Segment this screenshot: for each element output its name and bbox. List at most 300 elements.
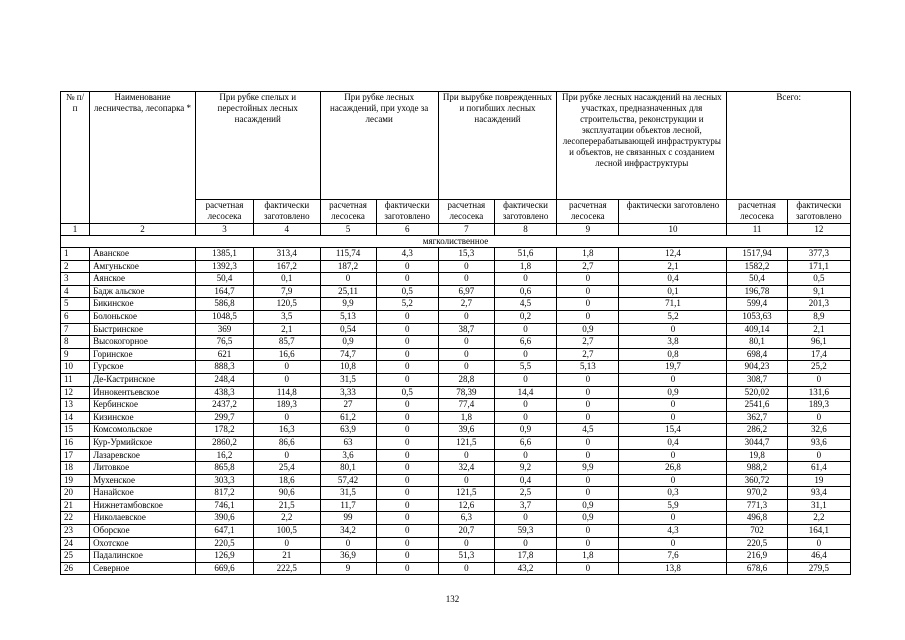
table-cell: 0 (557, 373, 619, 386)
table-cell: 0 (557, 411, 619, 424)
table-cell: 0 (619, 449, 727, 462)
table-cell: 2860,2 (195, 436, 253, 449)
table-cell: 17,4 (787, 348, 850, 361)
table-cell: 0,9 (494, 424, 556, 437)
table-cell: 63,9 (320, 424, 376, 437)
table-cell: 2,2 (254, 512, 320, 525)
table-cell: 5,5 (494, 361, 556, 374)
table-cell: 93,6 (787, 436, 850, 449)
table-cell: 114,8 (254, 386, 320, 399)
table-cell: 85,7 (254, 336, 320, 349)
table-cell: 5,2 (376, 298, 438, 311)
table-cell: 0 (438, 260, 494, 273)
table-cell: 0 (494, 323, 556, 336)
table-cell: 187,2 (320, 260, 376, 273)
forestry-name: Кур-Урмийское (90, 436, 196, 449)
forestry-name: Нанайское (90, 487, 196, 500)
table-cell: 61,2 (320, 411, 376, 424)
table-cell: 746,1 (195, 499, 253, 512)
table-cell: 4,5 (557, 424, 619, 437)
table-cell: 21,5 (254, 499, 320, 512)
table-cell: 7,6 (619, 550, 727, 563)
table-cell: 57,42 (320, 474, 376, 487)
table-cell: 51,6 (494, 248, 556, 261)
table-cell: 46,4 (787, 550, 850, 563)
table-cell: 3,33 (320, 386, 376, 399)
table-cell: 100,5 (254, 525, 320, 538)
column-number: 7 (438, 224, 494, 236)
table-cell: 0,6 (494, 285, 556, 298)
table-cell: 86,6 (254, 436, 320, 449)
table-cell: 0 (376, 436, 438, 449)
table-cell: 0 (619, 373, 727, 386)
table-cell: 817,2 (195, 487, 253, 500)
subheader-actual: фактически заготовлено (619, 200, 727, 224)
forestry-name: Болоньское (90, 310, 196, 323)
forestry-name: Кизинское (90, 411, 196, 424)
table-cell: 0 (438, 474, 494, 487)
table-cell: 0 (438, 348, 494, 361)
row-index: 4 (61, 285, 90, 298)
table-cell: 38,7 (438, 323, 494, 336)
table-cell: 0 (254, 361, 320, 374)
forestry-name: Амгуньское (90, 260, 196, 273)
table-cell: 0 (438, 562, 494, 575)
table-cell: 0 (494, 373, 556, 386)
table-cell: 2,1 (254, 323, 320, 336)
table-row (61, 474, 851, 487)
subheader-estimated: расчетная лесосека (727, 200, 787, 224)
table-row (61, 537, 851, 550)
table-cell: 0 (557, 525, 619, 538)
table-row (61, 487, 851, 500)
table-cell: 16,3 (254, 424, 320, 437)
table-cell: 0,3 (619, 487, 727, 500)
table-cell: 0,9 (619, 386, 727, 399)
table-cell: 171,1 (787, 260, 850, 273)
column-number: 1 (61, 224, 90, 236)
table-cell: 369 (195, 323, 253, 336)
table-cell: 5,2 (619, 310, 727, 323)
table-cell: 3,7 (494, 499, 556, 512)
table-row (61, 436, 851, 449)
table-cell: 599,4 (727, 298, 787, 311)
table-cell: 15,4 (619, 424, 727, 437)
table-row (61, 499, 851, 512)
forestry-name: Горинское (90, 348, 196, 361)
table-cell: 0 (376, 512, 438, 525)
table-cell: 390,6 (195, 512, 253, 525)
table-cell: 12,4 (619, 248, 727, 261)
table-cell: 121,5 (438, 436, 494, 449)
table-cell: 0 (376, 260, 438, 273)
table-cell: 0 (494, 512, 556, 525)
table-row (61, 361, 851, 374)
row-index: 26 (61, 562, 90, 575)
column-number: 2 (90, 224, 196, 236)
table-row (61, 298, 851, 311)
table-cell: 0 (557, 399, 619, 412)
header-col-name: Наименование лесничества, лесопарка * (90, 92, 196, 224)
table-cell: 120,5 (254, 298, 320, 311)
table-cell: 0 (557, 273, 619, 286)
table-row (61, 512, 851, 525)
table-cell: 6,3 (438, 512, 494, 525)
table-cell: 0 (619, 474, 727, 487)
table-cell: 164,1 (787, 525, 850, 538)
subheader-estimated: расчетная лесосека (195, 200, 253, 224)
table-cell: 71,1 (619, 298, 727, 311)
table-cell: 409,14 (727, 323, 787, 336)
table-cell: 0 (376, 462, 438, 475)
table-row (61, 399, 851, 412)
table-cell: 0,2 (494, 310, 556, 323)
table-cell: 9,1 (787, 285, 850, 298)
table-cell: 0,9 (557, 499, 619, 512)
column-number: 12 (787, 224, 850, 236)
table-cell: 96,1 (787, 336, 850, 349)
table-cell: 1582,2 (727, 260, 787, 273)
table-cell: 0 (494, 273, 556, 286)
row-index: 18 (61, 462, 90, 475)
table-cell: 0,4 (619, 436, 727, 449)
header-group-total: Всего: (727, 92, 851, 200)
table-row (61, 373, 851, 386)
table-row (61, 273, 851, 286)
table-cell: 76,5 (195, 336, 253, 349)
table-cell: 308,7 (727, 373, 787, 386)
table-cell: 126,9 (195, 550, 253, 563)
table-cell: 669,6 (195, 562, 253, 575)
forestry-name: Иннокентьевское (90, 386, 196, 399)
subheader-actual: фактически заготовлено (376, 200, 438, 224)
table-cell: 27 (320, 399, 376, 412)
table-cell: 2,7 (438, 298, 494, 311)
table-cell: 286,2 (727, 424, 787, 437)
table-cell: 0 (557, 436, 619, 449)
table-cell: 0 (557, 562, 619, 575)
row-index: 15 (61, 424, 90, 437)
table-cell: 0 (438, 361, 494, 374)
table-cell: 196,78 (727, 285, 787, 298)
table-cell: 771,3 (727, 499, 787, 512)
table-cell: 178,2 (195, 424, 253, 437)
table-cell: 0 (557, 474, 619, 487)
column-number: 10 (619, 224, 727, 236)
table-cell: 115,74 (320, 248, 376, 261)
column-number: 4 (254, 224, 320, 236)
table-cell: 0 (787, 537, 850, 550)
subheader-estimated: расчетная лесосека (320, 200, 376, 224)
table-cell: 1385,1 (195, 248, 253, 261)
table-row (61, 285, 851, 298)
forestry-name: Мухенское (90, 474, 196, 487)
row-index: 23 (61, 525, 90, 538)
table-cell: 0,5 (376, 285, 438, 298)
row-index: 7 (61, 323, 90, 336)
table-row (61, 386, 851, 399)
table-cell: 32,4 (438, 462, 494, 475)
table-cell: 6,6 (494, 336, 556, 349)
row-index: 21 (61, 499, 90, 512)
row-index: 16 (61, 436, 90, 449)
table-cell: 0 (376, 411, 438, 424)
table-cell: 279,5 (787, 562, 850, 575)
table-cell: 19 (787, 474, 850, 487)
page-number: 132 (445, 594, 460, 604)
table-cell: 496,8 (727, 512, 787, 525)
table-cell: 1,8 (494, 260, 556, 273)
table-cell: 438,3 (195, 386, 253, 399)
table-cell: 0 (494, 537, 556, 550)
table-cell: 647,1 (195, 525, 253, 538)
table-cell: 201,3 (787, 298, 850, 311)
table-row (61, 336, 851, 349)
table-cell: 121,5 (438, 487, 494, 500)
table-cell: 3,5 (254, 310, 320, 323)
table-cell: 2541,6 (727, 399, 787, 412)
header-col-no: № п/п (61, 92, 90, 224)
table-cell: 220,5 (195, 537, 253, 550)
table-cell: 3044,7 (727, 436, 787, 449)
forestry-table (60, 91, 851, 575)
table-cell: 0 (376, 525, 438, 538)
table-cell: 1517,94 (727, 248, 787, 261)
table-cell: 0 (376, 537, 438, 550)
subheader-actual: фактически заготовлено (494, 200, 556, 224)
table-cell: 63 (320, 436, 376, 449)
table-cell: 90,6 (254, 487, 320, 500)
table-cell: 0 (787, 373, 850, 386)
table-cell: 0 (376, 348, 438, 361)
row-index: 19 (61, 474, 90, 487)
table-cell: 8,9 (787, 310, 850, 323)
table-cell: 0 (376, 373, 438, 386)
table-cell: 0 (376, 323, 438, 336)
table-row (61, 260, 851, 273)
row-index: 24 (61, 537, 90, 550)
table-row (61, 562, 851, 575)
table-cell: 36,9 (320, 550, 376, 563)
table-row (61, 462, 851, 475)
table-cell: 698,4 (727, 348, 787, 361)
table-cell: 43,2 (494, 562, 556, 575)
table-row (61, 525, 851, 538)
forestry-name: Комсомольское (90, 424, 196, 437)
header-group-damaged: При вырубке поврежденных и погибших лесных насаждений (438, 92, 556, 200)
table-cell: 0 (376, 474, 438, 487)
table-cell: 0 (376, 310, 438, 323)
table-cell: 0,5 (787, 273, 850, 286)
table-cell: 189,3 (787, 399, 850, 412)
table-cell: 11,7 (320, 499, 376, 512)
forestry-name: Высокогорное (90, 336, 196, 349)
table-row (61, 411, 851, 424)
table-cell: 59,3 (494, 525, 556, 538)
table-cell: 21 (254, 550, 320, 563)
column-number-row (61, 224, 851, 236)
table-cell: 3,6 (320, 449, 376, 462)
table-cell: 93,4 (787, 487, 850, 500)
table-cell: 0 (619, 512, 727, 525)
table-cell: 216,9 (727, 550, 787, 563)
table-cell: 0 (557, 449, 619, 462)
table-cell: 2,2 (787, 512, 850, 525)
table-cell: 0 (376, 562, 438, 575)
forestry-name: Аянское (90, 273, 196, 286)
forestry-name: Нижнетамбовское (90, 499, 196, 512)
column-number: 11 (727, 224, 787, 236)
table-cell: 189,3 (254, 399, 320, 412)
column-number: 5 (320, 224, 376, 236)
table-cell: 0 (438, 310, 494, 323)
forestry-name: Кербинское (90, 399, 196, 412)
table-cell: 80,1 (320, 462, 376, 475)
table-cell: 0 (557, 285, 619, 298)
column-number: 9 (557, 224, 619, 236)
table-cell: 1053,63 (727, 310, 787, 323)
table-cell: 0 (619, 399, 727, 412)
row-index: 25 (61, 550, 90, 563)
row-index: 8 (61, 336, 90, 349)
table-cell: 621 (195, 348, 253, 361)
table-cell: 31,1 (787, 499, 850, 512)
forestry-name: Де-Кастринское (90, 373, 196, 386)
table-cell: 702 (727, 525, 787, 538)
table-cell: 50,4 (195, 273, 253, 286)
forestry-name: Николаевское (90, 512, 196, 525)
table-cell: 14,4 (494, 386, 556, 399)
table-cell: 0,8 (619, 348, 727, 361)
table-cell: 865,8 (195, 462, 253, 475)
table-row (61, 424, 851, 437)
table-cell: 18,6 (254, 474, 320, 487)
table-cell: 77,4 (438, 399, 494, 412)
table-cell: 0 (494, 411, 556, 424)
table-cell: 303,3 (195, 474, 253, 487)
table-cell: 586,8 (195, 298, 253, 311)
table-cell: 25,2 (787, 361, 850, 374)
table-cell: 0 (438, 273, 494, 286)
table-cell: 0 (557, 310, 619, 323)
table-cell: 78,39 (438, 386, 494, 399)
table-cell: 0 (557, 537, 619, 550)
table-cell: 34,2 (320, 525, 376, 538)
table-cell: 0,5 (376, 386, 438, 399)
table-cell: 2437,2 (195, 399, 253, 412)
row-index: 5 (61, 298, 90, 311)
table-cell: 360,72 (727, 474, 787, 487)
table-cell: 7,9 (254, 285, 320, 298)
section-label: мягколиственное (61, 236, 851, 248)
table-cell: 0 (376, 399, 438, 412)
table-cell: 0 (376, 361, 438, 374)
table-cell: 0 (254, 537, 320, 550)
row-index: 11 (61, 373, 90, 386)
table-cell: 5,13 (320, 310, 376, 323)
table-cell: 377,3 (787, 248, 850, 261)
subheader-actual: фактически заготовлено (787, 200, 850, 224)
table-cell: 970,2 (727, 487, 787, 500)
row-index: 22 (61, 512, 90, 525)
table-cell: 80,1 (727, 336, 787, 349)
table-cell: 0 (254, 411, 320, 424)
table-cell: 2,5 (494, 487, 556, 500)
table-cell: 164,7 (195, 285, 253, 298)
forestry-name: Бадж альское (90, 285, 196, 298)
table-cell: 31,5 (320, 487, 376, 500)
row-index: 17 (61, 449, 90, 462)
table-cell: 520,02 (727, 386, 787, 399)
table-row (61, 550, 851, 563)
table-cell: 131,6 (787, 386, 850, 399)
table-cell: 0,9 (557, 512, 619, 525)
table-cell: 0 (438, 449, 494, 462)
table-cell: 0,1 (619, 285, 727, 298)
table-cell: 248,4 (195, 373, 253, 386)
table-cell: 28,8 (438, 373, 494, 386)
table-cell: 0,9 (320, 336, 376, 349)
table-cell: 0,4 (619, 273, 727, 286)
column-number: 8 (494, 224, 556, 236)
table-cell: 0 (376, 487, 438, 500)
table-cell: 39,6 (438, 424, 494, 437)
table-cell: 25,4 (254, 462, 320, 475)
table-cell: 6,97 (438, 285, 494, 298)
table-cell: 0 (494, 348, 556, 361)
table-cell: 0 (619, 411, 727, 424)
table-cell: 0 (376, 449, 438, 462)
table-cell: 74,7 (320, 348, 376, 361)
forestry-name: Аванское (90, 248, 196, 261)
table-cell: 31,5 (320, 373, 376, 386)
table-cell: 1048,5 (195, 310, 253, 323)
table-cell: 3,8 (619, 336, 727, 349)
table-cell: 10,8 (320, 361, 376, 374)
table-cell: 0 (254, 373, 320, 386)
table-cell: 0,54 (320, 323, 376, 336)
table-cell: 15,3 (438, 248, 494, 261)
table-cell: 0 (787, 449, 850, 462)
table-cell: 4,3 (376, 248, 438, 261)
table-cell: 50,4 (727, 273, 787, 286)
forestry-name: Гурское (90, 361, 196, 374)
table-cell: 20,7 (438, 525, 494, 538)
table-row (61, 348, 851, 361)
table-cell: 51,3 (438, 550, 494, 563)
table-cell: 4,3 (619, 525, 727, 538)
table-cell: 99 (320, 512, 376, 525)
forestry-name: Лазаревское (90, 449, 196, 462)
table-cell: 167,2 (254, 260, 320, 273)
table-cell: 0 (557, 386, 619, 399)
table-cell: 0 (320, 537, 376, 550)
table-cell: 0 (787, 411, 850, 424)
table-cell: 0 (254, 449, 320, 462)
table-cell: 0,9 (557, 323, 619, 336)
table-cell: 0 (619, 323, 727, 336)
table-cell: 0 (376, 273, 438, 286)
row-index: 9 (61, 348, 90, 361)
table-cell: 9,2 (494, 462, 556, 475)
row-index: 6 (61, 310, 90, 323)
table-cell: 0 (438, 537, 494, 550)
forestry-name: Бикинское (90, 298, 196, 311)
row-index: 14 (61, 411, 90, 424)
table-row (61, 310, 851, 323)
table-cell: 12,6 (438, 499, 494, 512)
table-cell: 26,8 (619, 462, 727, 475)
